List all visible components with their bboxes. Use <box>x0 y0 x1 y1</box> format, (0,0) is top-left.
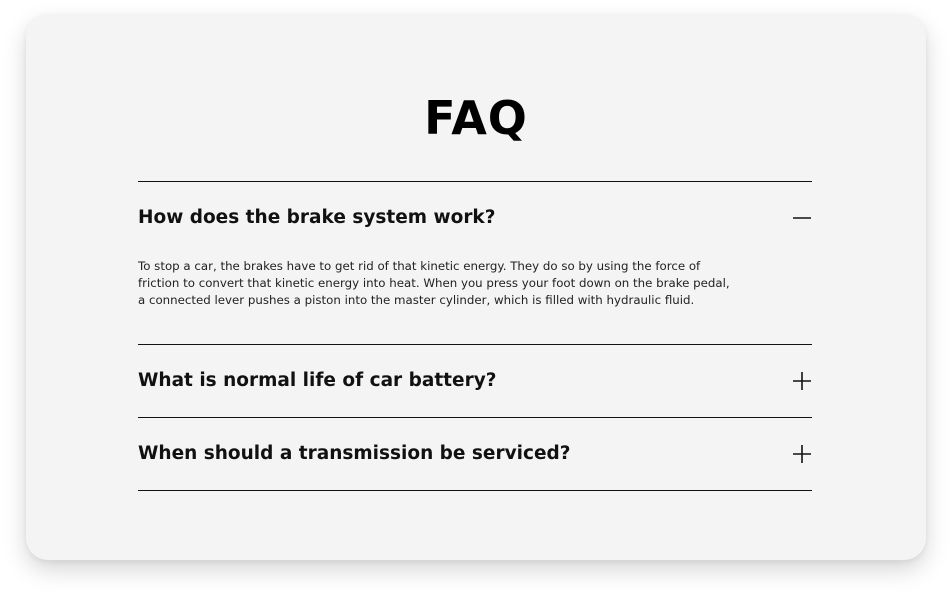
faq-item <box>138 181 812 344</box>
faq-answer: To stop a car, the brakes have to get rid of that kinetic energy. They do so by using the force of friction to convert that kinetic energy into heat. When you press your foot down on the brake pedal, a connected lever pushes a piston into the master cylinder, which is filled with hydraulic fluid. <box>138 259 730 307</box>
minus-icon[interactable] <box>792 208 812 228</box>
faq-list <box>138 181 812 491</box>
faq-question-row[interactable] <box>138 418 812 490</box>
faq-question: When should a transmission be serviced? <box>138 443 571 464</box>
faq-item <box>138 344 812 417</box>
page-title: FAQ <box>424 91 528 145</box>
faq-question-row[interactable] <box>138 345 812 417</box>
faq-question-row[interactable] <box>138 182 812 254</box>
plus-icon[interactable] <box>792 444 812 464</box>
faq-item <box>138 417 812 491</box>
plus-icon[interactable] <box>792 371 812 391</box>
faq-card <box>26 14 926 560</box>
faq-question: What is normal life of car battery? <box>138 370 497 391</box>
faq-question: How does the brake system work? <box>138 207 496 228</box>
